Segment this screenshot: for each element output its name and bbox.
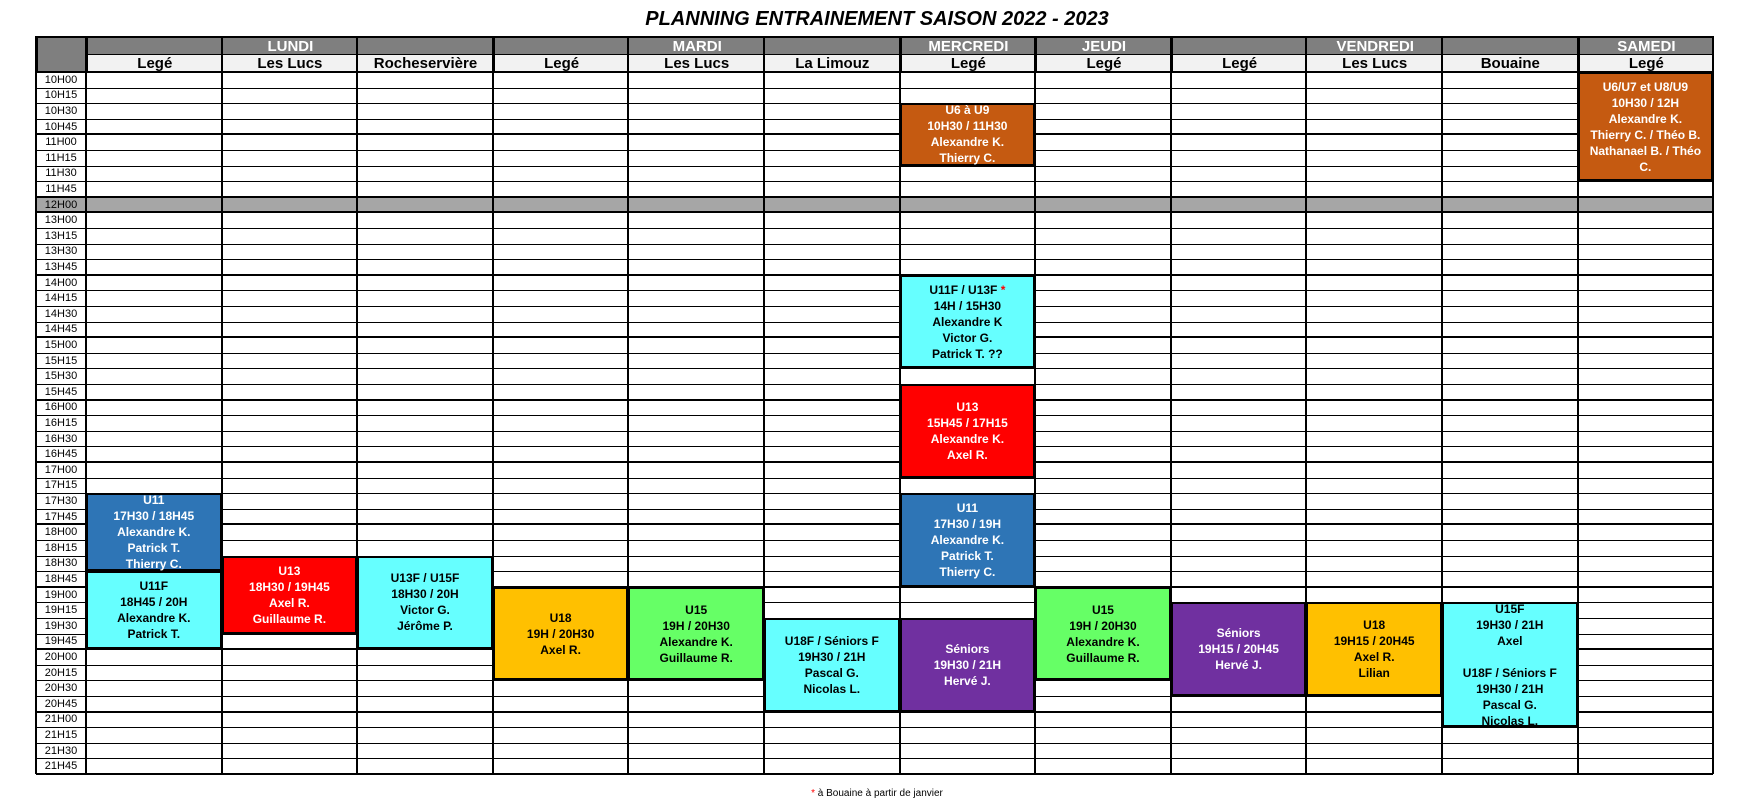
session-line: Axel R. — [947, 447, 988, 462]
day-header-mardi: MARDI — [493, 36, 900, 54]
grid-row-line — [36, 181, 1713, 182]
session-line: Patrick T. — [127, 541, 181, 556]
grid-row-line — [36, 259, 1713, 260]
grid-row-line — [36, 103, 1713, 104]
schedule-grid — [36, 36, 1714, 774]
session-line: U18F / Séniors F — [784, 633, 879, 648]
time-label: 19H00 — [36, 587, 86, 603]
session-line: Patrick T. — [941, 548, 994, 563]
session-block — [493, 587, 629, 681]
grid-row-line — [36, 290, 1713, 291]
time-label: 11H15 — [36, 150, 86, 166]
session-block — [1306, 602, 1442, 696]
header-corner-sub — [36, 54, 86, 72]
session-line: Guillaume R. — [252, 611, 327, 626]
venue-header: Rocheservière — [357, 54, 493, 72]
session-block — [900, 275, 1036, 369]
session-line: Guillaume R. — [1066, 650, 1140, 665]
session-line: 15H45 / 17H15 — [927, 415, 1008, 430]
time-label: 13H15 — [36, 228, 86, 244]
venue-header: Legé — [86, 54, 222, 72]
grid-row-line — [36, 244, 1713, 245]
time-label: 17H30 — [36, 493, 86, 509]
session-line: U11 — [143, 493, 165, 508]
time-label: 15H00 — [36, 337, 86, 353]
venue-header: Legé — [1578, 54, 1714, 72]
grid-col-line — [85, 36, 87, 774]
grid-row-line — [36, 399, 1713, 401]
session-line: Axel R. — [1353, 650, 1395, 665]
venue-header: Les Lucs — [628, 54, 764, 72]
venue-header: Legé — [1035, 54, 1171, 72]
time-label: 21H15 — [36, 727, 86, 743]
time-label: 11H00 — [36, 134, 86, 150]
footnote — [0, 788, 1754, 799]
header-corner — [36, 36, 86, 54]
session-line: U6/U7 et U8/U9 — [1602, 79, 1689, 94]
session-line: 19H / 20H30 — [526, 626, 595, 641]
session-line: Hervé J. — [944, 673, 991, 688]
time-label: 20H45 — [36, 696, 86, 712]
session-line: Victor G. — [942, 330, 993, 345]
time-label: 19H15 — [36, 602, 86, 618]
grid-row-line — [36, 727, 1713, 728]
grid-row-line — [36, 119, 1713, 120]
session-line: Axel — [1497, 633, 1523, 648]
grid-row-line — [36, 523, 1713, 525]
session-block — [86, 571, 222, 649]
session-line — [1508, 649, 1511, 665]
session-line: Alexandre K. — [117, 611, 191, 626]
time-label: 14H00 — [36, 275, 86, 291]
grid-row-line — [36, 274, 1713, 276]
day-header-lundi: LUNDI — [86, 36, 493, 54]
session-block — [900, 384, 1036, 478]
session-line: 10H30 / 12H — [1611, 95, 1680, 110]
grid-row-line — [36, 758, 1713, 759]
session-star: * — [1000, 282, 1006, 297]
time-label: 20H00 — [36, 649, 86, 665]
session-line: Victor G. — [400, 603, 450, 618]
time-label: 13H30 — [36, 244, 86, 260]
grid-row-line — [36, 211, 1713, 213]
time-label: 17H00 — [36, 462, 86, 478]
time-label: 15H45 — [36, 384, 86, 400]
grid-row-line — [36, 478, 1713, 479]
grid-row-line — [36, 150, 1713, 151]
venue-header: Les Lucs — [1306, 54, 1442, 72]
time-label: 10H15 — [36, 88, 86, 104]
session-line: 19H / 20H30 — [662, 618, 730, 633]
grid-row-line — [36, 461, 1713, 463]
session-block — [222, 556, 358, 634]
session-line: Guillaume R. — [659, 650, 733, 665]
grid-row-line — [36, 773, 1713, 775]
time-label: 18H30 — [36, 556, 86, 572]
venue-header: Legé — [1171, 54, 1307, 72]
session-line: U11F — [139, 579, 169, 594]
session-title — [929, 282, 1005, 298]
grid-row-line — [36, 431, 1713, 432]
time-label: 18H00 — [36, 524, 86, 540]
time-label: 18H45 — [36, 571, 86, 587]
session-line: Patrick T. — [127, 627, 181, 642]
session-block — [86, 493, 222, 571]
session-line: Séniors — [945, 641, 990, 656]
grid-row-line — [36, 133, 1713, 135]
day-header-mercredi: MERCREDI — [900, 36, 1036, 54]
time-label: 15H30 — [36, 368, 86, 384]
session-line: 18H30 / 20H — [391, 587, 459, 602]
session-line: 19H30 / 21H — [798, 649, 866, 664]
grid-row-line — [36, 166, 1713, 167]
session-block — [900, 618, 1036, 712]
grid-row-line — [36, 368, 1713, 369]
page-title: PLANNING ENTRAINEMENT SAISON 2022 - 2023 — [645, 8, 1109, 30]
session-line: 17H30 / 19H — [933, 516, 1002, 531]
grid-row-line — [36, 196, 1713, 198]
session-line: Nicolas L. — [803, 681, 861, 696]
time-label: 19H30 — [36, 618, 86, 634]
noon-band — [36, 197, 1713, 213]
session-line: 19H15 / 20H45 — [1333, 634, 1415, 649]
session-line: U18 — [1363, 618, 1386, 633]
time-label: 13H00 — [36, 212, 86, 228]
session-line: 18H30 / 19H45 — [249, 579, 330, 594]
session-line: 19H / 20H30 — [1069, 618, 1137, 633]
grid-row-line — [36, 71, 1713, 73]
time-label: 15H15 — [36, 353, 86, 369]
session-line: U13 — [278, 563, 301, 578]
session-line: Alexandre K. — [930, 431, 1005, 446]
footnote-star: * — [811, 788, 816, 799]
day-header-jeudi: JEUDI — [1035, 36, 1171, 54]
session-line: Alexandre K. — [659, 634, 733, 649]
session-block — [1442, 602, 1578, 727]
venue-header: La Limouz — [764, 54, 900, 72]
venue-header: Les Lucs — [222, 54, 358, 72]
time-label: 17H15 — [36, 478, 86, 494]
session-line: Axel R. — [269, 595, 310, 610]
session-block — [900, 493, 1036, 587]
session-line: Thierry C. — [939, 151, 996, 166]
time-label: 17H45 — [36, 509, 86, 525]
session-line: 17H30 / 18H45 — [113, 509, 195, 524]
time-label: 19H45 — [36, 634, 86, 650]
session-line: 14H / 15H30 — [933, 298, 1002, 313]
time-label: 16H30 — [36, 431, 86, 447]
session-block — [900, 103, 1036, 165]
grid-row-line — [36, 353, 1713, 354]
footnote-text: à Bouaine à partir de janvier — [817, 788, 943, 799]
grid-row-line — [36, 743, 1713, 744]
grid-row-line — [36, 540, 1713, 541]
time-label: 21H45 — [36, 758, 86, 774]
time-label: 10H45 — [36, 119, 86, 135]
grid-row-line — [36, 384, 1713, 385]
time-label: 10H00 — [36, 72, 86, 88]
session-block — [764, 618, 900, 712]
grid-row-line — [36, 88, 1713, 89]
session-line: Thierry C. / Théo B. — [1590, 127, 1701, 142]
grid-row-line — [36, 509, 1713, 510]
time-label: 18H15 — [36, 540, 86, 556]
session-line: 10H30 / 11H30 — [927, 119, 1008, 134]
session-line: 19H30 / 21H — [1476, 617, 1544, 632]
time-label: 21H00 — [36, 712, 86, 728]
session-block — [1171, 602, 1307, 696]
time-label: 16H00 — [36, 400, 86, 416]
session-line: 19H30 / 21H — [933, 657, 1002, 672]
session-block — [1578, 72, 1714, 181]
time-label: 13H45 — [36, 259, 86, 275]
session-line: Alexandre K. — [930, 532, 1005, 547]
session-block — [1035, 587, 1171, 681]
session-line: U13F / U15F — [390, 571, 460, 586]
venue-header: Legé — [900, 54, 1036, 72]
session-block — [628, 587, 764, 681]
grid-row-line — [36, 415, 1713, 416]
session-line: Pascal G. — [804, 665, 859, 680]
session-line: Axel R. — [540, 642, 581, 657]
session-line: Alexandre K — [932, 314, 1003, 329]
venue-header: Bouaine — [1442, 54, 1578, 72]
time-label: 14H45 — [36, 322, 86, 338]
time-label: 10H30 — [36, 103, 86, 119]
session-line: Nathanael B. / Théo — [1589, 143, 1702, 158]
session-line: U11F / U13F — [929, 282, 998, 297]
session-line: Nicolas L. — [1481, 713, 1539, 728]
time-label: 12H00 — [36, 197, 86, 213]
session-line: Thierry C. — [939, 564, 996, 579]
grid-row-line — [36, 306, 1713, 307]
grid-row-line — [36, 228, 1713, 229]
grid-col-line — [356, 36, 358, 774]
session-line: 18H45 / 20H — [120, 595, 188, 610]
grid-col-line — [35, 36, 37, 774]
session-line: U15F — [1495, 601, 1525, 616]
time-label: 20H30 — [36, 680, 86, 696]
session-line: Alexandre K. — [930, 135, 1005, 150]
grid-row-line — [36, 446, 1713, 447]
session-line: Thierry C. — [125, 557, 182, 572]
time-label: 16H45 — [36, 446, 86, 462]
session-line: Pascal G. — [1482, 697, 1537, 712]
session-line: Jérôme P. — [397, 619, 453, 634]
session-line: Alexandre K. — [117, 525, 191, 540]
session-line: Alexandre K. — [1608, 111, 1683, 126]
session-line: Lilian — [1358, 666, 1390, 681]
session-line: C. — [1639, 159, 1652, 174]
grid-top-line — [36, 36, 1713, 38]
session-line: U15 — [685, 602, 708, 617]
day-header-vendredi: VENDREDI — [1171, 36, 1578, 54]
time-label: 16H15 — [36, 415, 86, 431]
session-line: Patrick T. ?? — [932, 346, 1003, 361]
session-line: U11 — [956, 500, 979, 515]
session-line: Séniors — [1216, 626, 1261, 641]
grid-row-line — [36, 493, 1713, 494]
session-line: 19H30 / 21H — [1476, 681, 1544, 696]
time-label: 20H15 — [36, 665, 86, 681]
session-block — [357, 556, 493, 650]
time-label: 11H30 — [36, 166, 86, 182]
session-line: U6 à U9 — [945, 103, 990, 118]
day-header-samedi: SAMEDI — [1578, 36, 1714, 54]
grid-row-line — [36, 336, 1713, 338]
session-line: U13 — [956, 399, 979, 414]
session-line: 19H15 / 20H45 — [1198, 642, 1279, 657]
grid-col-line — [221, 36, 223, 774]
time-label: 14H15 — [36, 290, 86, 306]
session-line: U18F / Séniors F — [1462, 665, 1557, 680]
session-line: Hervé J. — [1215, 658, 1262, 673]
time-label: 21H30 — [36, 743, 86, 759]
time-label: 11H45 — [36, 181, 86, 197]
session-line: U15 — [1091, 602, 1114, 617]
session-line: U18 — [549, 610, 572, 625]
grid-row-line — [36, 322, 1713, 323]
time-label: 14H30 — [36, 306, 86, 322]
session-line: Alexandre K. — [1066, 634, 1140, 649]
venue-header: Legé — [493, 54, 629, 72]
